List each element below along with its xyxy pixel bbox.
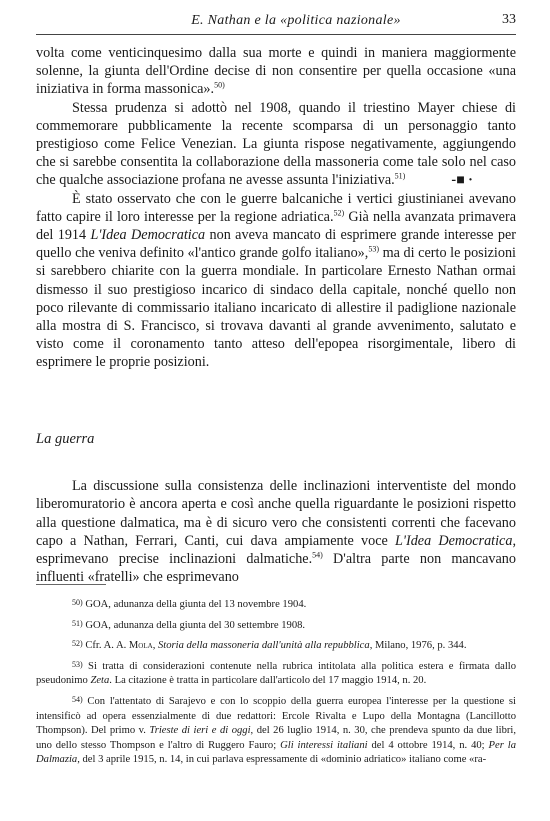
article-title: Per la Dalmazia (36, 739, 516, 766)
footnote-text: Si tratta di considerazioni contenute nella rubrica intitolata alla politica estera e firmata dallo pseudonimo (36, 660, 516, 687)
footnote-51 (36, 617, 516, 634)
footnote-number: 52) (72, 639, 83, 649)
paragraph-4 (36, 477, 516, 586)
paragraph-1-text: volta come venticinquesimo dalla sua morte e quindi in maniera maggiormente solenne, la giunta dell'Ordine decise di non consentire per quella occasione «una iniziativa in forma massonica». (36, 45, 516, 98)
footnote-53 (36, 658, 516, 689)
author-name: Mola (128, 640, 153, 652)
pseudonym: Zeta (90, 675, 110, 687)
footnote-text: Con l'attentato di Sarajevo e con lo scoppio della guerra europea l'interesse per la questione si intensificò ad opera essenzialmente di due redattori: Ercole Rivalta e Lupo della Montagna (Lancillotto Thompson). Del primo v. (36, 695, 516, 737)
paragraph-1 (36, 44, 516, 99)
footnote-ref-51: 51) (394, 171, 406, 181)
footnotes (36, 596, 516, 772)
paragraph-3-text-c: non aveva mancato di esprimere grande interesse per quello che veniva definito «l'antico grande golfo italiano», (36, 227, 516, 262)
footnote-number: 53) (72, 659, 83, 669)
footnote-50 (36, 596, 516, 613)
footnote-54 (36, 693, 516, 768)
footnote-ref-52: 52) (333, 208, 345, 218)
footnote-ref-53: 53) (368, 244, 379, 254)
footnote-text: del 4 ottobre 1914, n. 40; (367, 739, 489, 751)
footnote-number: 54) (72, 694, 83, 704)
paragraph-4-text-a: La discussione sulla consistenza delle inclinazioni interventiste del mondo liberomuratorio è ancora aperta e così anche quella riguardante le posizioni rispetto alla questione dalmatica, ma è di sicuro vero che consistenti correnti che facevano capo a Nathan, Ferrari, Canti, cui dava ampiamente voce (36, 478, 516, 549)
running-title: E. Nathan e la «politica nazionale» (191, 13, 401, 28)
printer-mark: -■ · (451, 172, 473, 189)
footnote-52 (36, 637, 516, 654)
footnote-text: GOA, adunanza della giunta del 30 settembre 1908. (85, 619, 306, 631)
footnote-text: , del 26 luglio 1914, n. 30, che prendeva spunto da due libri, uno dello stesso Thompson e l'altro di Ruggero Fauro; (36, 725, 516, 751)
paragraph-2 (36, 99, 516, 190)
footnote-ref-50: 50) (214, 80, 225, 90)
paragraph-3-text-b: Già nella avanzata primavera del 1914 (36, 208, 516, 244)
paragraph-3-text-a: È stato osservato che con le guerre balcaniche i vertici giustinianei avevano fatto capire il loro interesse per la regione adriatica. (36, 190, 516, 225)
footnote-number: 51) (72, 618, 83, 628)
paragraph-3 (36, 190, 516, 372)
footnote-text: . La citazione è tratta in particolare dall'articolo del 17 maggio 1914, n. 20. (109, 675, 427, 687)
footnote-text: Cfr. A. A. (85, 640, 129, 652)
article-title: Gli interessi italiani (280, 739, 368, 751)
page-header (36, 8, 516, 35)
body-text (36, 44, 516, 372)
section-text (36, 463, 516, 601)
journal-title: L'Idea Democratica (395, 532, 513, 549)
journal-title: L'Idea Democratica (90, 227, 206, 244)
paragraph-4-text-c: D'altra parte non mancavano influenti «fratelli» che esprimevano (36, 551, 516, 586)
article-title: Trieste di ieri e di oggi (149, 725, 251, 737)
footnote-text: , Milano, 1976, p. 344. (369, 640, 467, 652)
footnote-divider (36, 584, 106, 585)
paragraph-4-text-b: , esprimevano precise inclinazioni dalmatiche. (36, 532, 516, 567)
footnote-ref-54: 54) (312, 550, 323, 560)
footnote-text: , (152, 640, 158, 652)
page-number: 33 (502, 12, 516, 27)
footnote-number: 50) (72, 598, 83, 607)
paragraph-3-text-d: ma di certo le posizioni si sarebbero chiarite con la guerra mondiale. In particolare Ernesto Nathan ormai dismesso il suo prestigioso incarico di sindaco della capitale, nonché quello non poco rilevante di commissario italiano incaricato di allestire il padiglione nazionale alla mostra di S. Francisco, si trovava davanti al grande avvenimento, salutato e visto come il coronamento tanto atteso dell'epopea risorgimentale, libero di esprimere le proprie posizioni. (36, 245, 517, 371)
footnote-text: GOA, adunanza della giunta del 13 novembre 1904. (85, 599, 307, 610)
book-title: Storia della massoneria dall'unità alla repubblica (158, 640, 370, 652)
section-heading: La guerra (36, 431, 95, 447)
footnote-text: , del 3 aprile 1915, n. 14, in cui parlava espressamente di «dominio adriatico» italiano come «ra- (77, 754, 487, 766)
paragraph-2-text: Stessa prudenza si adottò nel 1908, quando il triestino Mayer chiese di commemorare pubblicamente la recente scomparsa di un personaggio tanto prestigioso come Felice Venezian. La giunta rispose negativamente, aggiungendo che si sarebbe consentita la collaborazione della massoneria come tale solo nel caso che qualche associazione profana ne avesse assunta l'iniziativa. (36, 99, 516, 189)
